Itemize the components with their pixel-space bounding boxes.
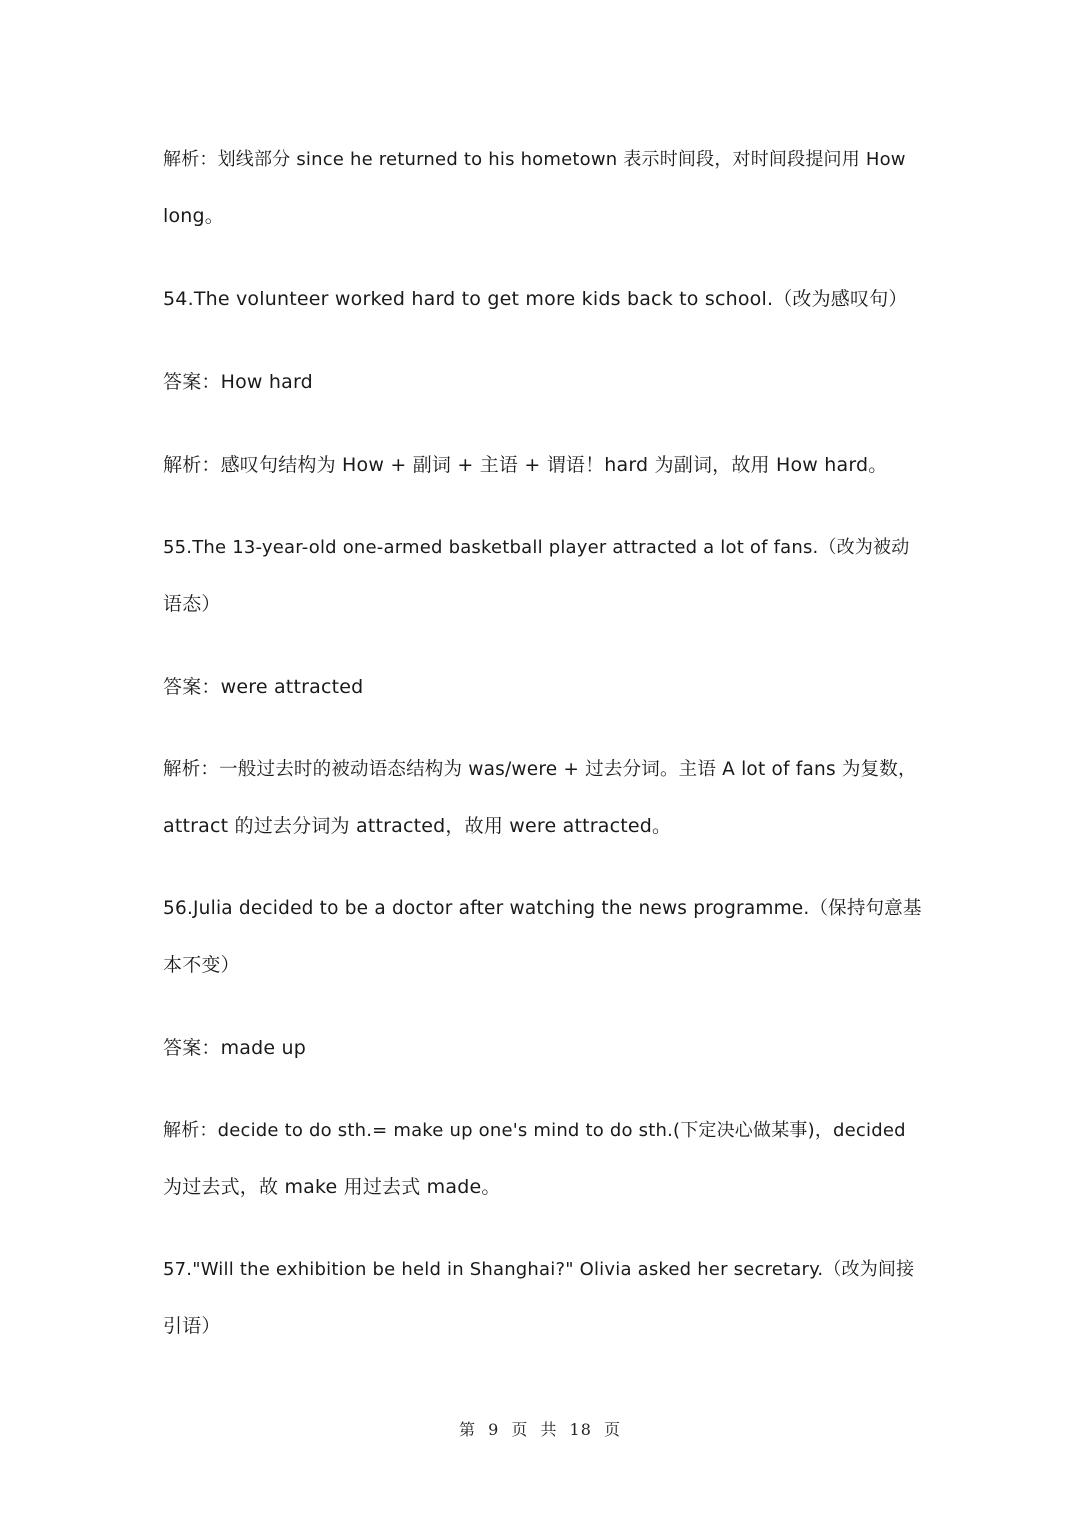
question-57-line-1: 57."Will the exhibition be held in Shanghai?" Olivia asked her secretary.（改为间接 [163, 1259, 915, 1280]
answer-55: 答案：were attracted [163, 676, 364, 698]
question-56-line-1: 56.Julia decided to be a doctor after watching the news programme.（保持句意基 [163, 898, 922, 919]
question-54: 54.The volunteer worked hard to get more kids back to school.（改为感叹句） [163, 288, 908, 310]
analysis-54: 解析：感叹句结构为 How + 副词 + 主语 + 谓语！hard 为副词，故用 How hard。 [163, 454, 888, 476]
analysis-55-line-2: attract 的过去分词为 attracted，故用 were attracted。 [163, 815, 672, 837]
analysis-56-line-1: 解析：decide to do sth.= make up one's mind to do sth.(下定决心做某事)，decided [163, 1120, 906, 1141]
analysis-53-line-2: long。 [163, 205, 225, 227]
question-57-line-2: 引语） [163, 1315, 221, 1337]
analysis-55-line-1: 解析：一般过去时的被动语态结构为 was/were + 过去分词。主语 A lot of fans 为复数， [163, 759, 917, 780]
question-55-line-1: 55.The 13-year-old one-armed basketball player attracted a lot of fans.（改为被动 [163, 537, 910, 558]
question-55-line-2: 语态） [163, 593, 221, 615]
page-number-footer: 第 9 页 共 18 页 [459, 1420, 621, 1439]
question-56-line-2: 本不变） [163, 954, 240, 976]
answer-56: 答案：made up [163, 1037, 307, 1059]
analysis-56-line-2: 为过去式，故 make 用过去式 made。 [163, 1176, 501, 1198]
analysis-53-line-1: 解析：划线部分 since he returned to his hometown 表示时间段，对时间段提问用 How [163, 149, 906, 170]
answer-54: 答案：How hard [163, 371, 313, 393]
